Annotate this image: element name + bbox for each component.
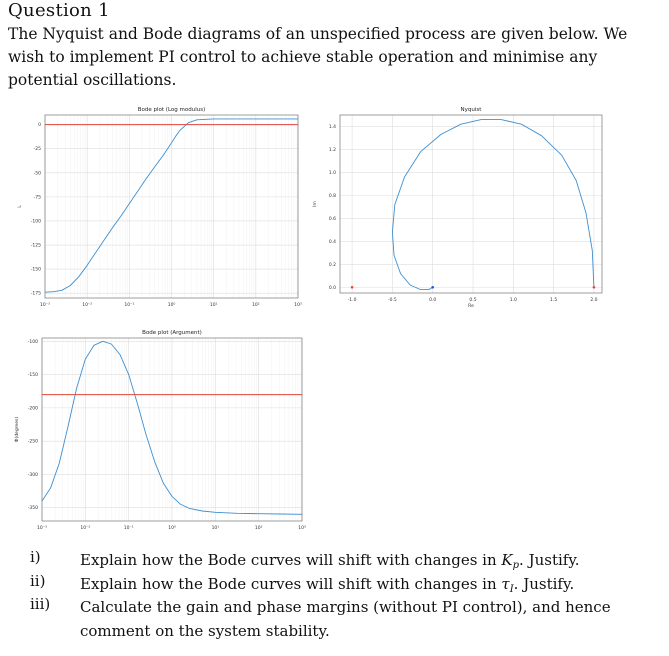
bode-magnitude-plot bbox=[5, 103, 305, 318]
y-tick-label: -350 bbox=[27, 506, 38, 512]
y-tick-label: -300 bbox=[27, 472, 38, 478]
y-tick-label: -200 bbox=[27, 406, 38, 412]
x-tick-label: 10⁰ bbox=[167, 303, 176, 308]
y-tick-label: 0.8 bbox=[328, 193, 336, 199]
x-tick-label: 10² bbox=[254, 526, 263, 531]
math-subscript: p bbox=[512, 560, 520, 571]
y-axis-label: L bbox=[18, 205, 23, 208]
point-marker bbox=[593, 286, 596, 289]
y-tick-label: -100 bbox=[27, 339, 38, 345]
x-tick-label: 10⁻³ bbox=[37, 526, 47, 531]
point-marker bbox=[431, 286, 434, 289]
y-tick-label: -100 bbox=[30, 219, 41, 225]
item-text-part: Explain how the Bode curves will shift with changes in bbox=[80, 574, 502, 593]
question-intro: The Nyquist and Bode diagrams of an unspecified process are given below. We wish to implement PI control to achieve stable operation and minimise any potential oscillations. bbox=[8, 25, 628, 89]
y-tick-label: -250 bbox=[27, 439, 38, 445]
y-tick-label: 0.2 bbox=[328, 262, 336, 268]
x-tick-label: 10⁻³ bbox=[40, 303, 50, 308]
item-text: Calculate the gain and phase margins (without PI control), and hence comment on the system stability. bbox=[80, 598, 611, 640]
y-tick-label: -150 bbox=[30, 267, 41, 273]
item-text-part: . Justify. bbox=[519, 551, 580, 569]
question-list bbox=[30, 548, 650, 643]
x-tick-label: 10⁰ bbox=[168, 526, 176, 531]
y-tick-label: 1.4 bbox=[328, 124, 336, 130]
plot-frame bbox=[340, 115, 602, 293]
math-subscript: I bbox=[509, 583, 514, 595]
chart-title: Nyquist bbox=[460, 107, 482, 113]
chart-title: Bode plot (Argument) bbox=[142, 330, 202, 336]
x-tick-label: 10³ bbox=[294, 303, 302, 308]
x-tick-label: 10¹ bbox=[209, 303, 218, 308]
y-axis-label: Φ(degrees) bbox=[15, 416, 20, 443]
x-tick-label: -1.0 bbox=[347, 298, 357, 303]
y-tick-label: 0.4 bbox=[328, 239, 336, 245]
y-tick-label: 0.6 bbox=[328, 216, 336, 222]
question-title: Question 1 bbox=[8, 0, 110, 21]
item-number: i) bbox=[30, 548, 41, 566]
y-tick-label: 1.2 bbox=[328, 147, 336, 153]
bode-argument-plot bbox=[5, 326, 310, 540]
y-tick-label: -50 bbox=[33, 171, 41, 177]
x-tick-label: 0.0 bbox=[429, 298, 437, 303]
x-tick-label: 2.0 bbox=[590, 298, 598, 303]
nyquist-plot bbox=[310, 103, 610, 318]
point-marker bbox=[351, 286, 354, 289]
x-tick-label: -0.5 bbox=[388, 298, 397, 303]
x-tick-label: 1.5 bbox=[550, 298, 558, 303]
x-tick-label: 10⁻¹ bbox=[124, 303, 135, 308]
x-tick-label: 10⁻² bbox=[80, 526, 91, 531]
y-tick-label: -75 bbox=[33, 195, 41, 201]
x-tick-label: 1.0 bbox=[509, 298, 517, 303]
question-item bbox=[30, 548, 650, 572]
x-axis-label: Re bbox=[468, 304, 474, 309]
math-symbol: K bbox=[501, 551, 513, 569]
x-tick-label: 10⁻¹ bbox=[123, 526, 134, 531]
y-axis-label: Im bbox=[313, 201, 318, 207]
y-tick-label: 0 bbox=[38, 123, 41, 129]
item-number: iii) bbox=[30, 595, 51, 613]
x-tick-label: 10² bbox=[252, 303, 260, 308]
y-tick-label: -125 bbox=[30, 243, 41, 249]
item-number: ii) bbox=[30, 571, 46, 590]
y-tick-label: -175 bbox=[30, 291, 41, 297]
y-tick-label: 1.0 bbox=[328, 170, 336, 176]
item-text-part: Explain how the Bode curves will shift with changes in bbox=[80, 551, 502, 569]
x-tick-label: 10³ bbox=[298, 526, 306, 531]
x-tick-label: 0.5 bbox=[469, 298, 477, 303]
x-tick-label: 10¹ bbox=[211, 526, 220, 531]
x-tick-label: 10⁻² bbox=[82, 303, 93, 308]
y-tick-label: -25 bbox=[33, 147, 41, 153]
y-tick-label: 0.0 bbox=[328, 285, 336, 291]
y-tick-label: -150 bbox=[27, 373, 38, 379]
chart-title: Bode plot (Log modulus) bbox=[137, 107, 206, 113]
question-item bbox=[30, 595, 650, 643]
item-text-part: . Justify. bbox=[513, 574, 575, 593]
math-symbol: τ bbox=[501, 574, 510, 593]
question-item bbox=[30, 572, 650, 596]
